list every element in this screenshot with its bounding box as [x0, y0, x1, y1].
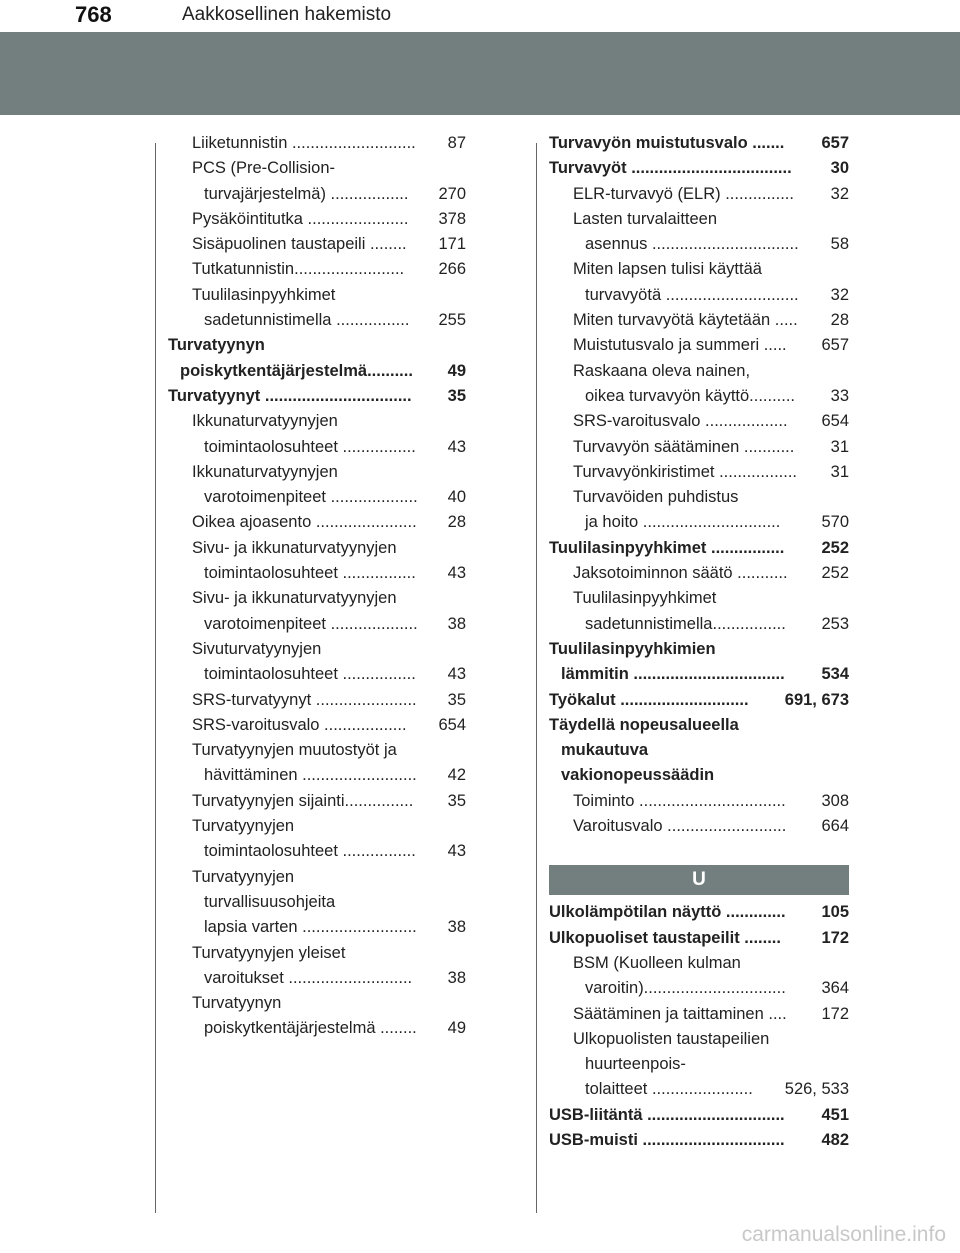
index-main-entry [168, 333, 466, 384]
entry-page-number: 657 [819, 131, 849, 156]
entry-text: Raskaana oleva nainen, [573, 361, 751, 380]
entry-page-number: 31 [829, 435, 849, 460]
entry-text: varoitukset ........................... [204, 968, 413, 987]
entry-page-number: 691, 673 [783, 688, 849, 713]
entry-text: toimintaolosuhteet ................ [204, 665, 416, 684]
entry-text: ELR-turvavyö (ELR) ............... [573, 184, 794, 203]
index-sub-entry [168, 510, 466, 535]
index-sub-entry [168, 991, 466, 1042]
entry-page-number: 28 [829, 308, 849, 333]
entry-page-number: 171 [436, 232, 466, 257]
entry-page-number: 482 [819, 1128, 849, 1153]
entry-text: Ikkunaturvatyynyjen [192, 412, 338, 431]
entry-text: lämmitin ................................. [561, 665, 785, 684]
entry-page-number: 534 [819, 662, 849, 687]
entry-text: Turvavyönkiristimet ................. [573, 462, 798, 481]
entry-page-number: 49 [446, 359, 466, 384]
index-main-entry [549, 536, 849, 561]
entry-page-number: 32 [829, 283, 849, 308]
entry-text: oikea turvavyön käyttö.......... [585, 386, 796, 405]
entry-text: Pysäköintitutka ...................... [192, 209, 409, 228]
entry-text: varotoimenpiteet ................... [204, 488, 418, 507]
entry-text: toimintaolosuhteet ................ [204, 437, 416, 456]
entry-page-number: 654 [819, 409, 849, 434]
entry-page-number: 87 [446, 131, 466, 156]
entry-page-number: 105 [819, 900, 849, 925]
entry-text: sadetunnistimella................ [585, 614, 786, 633]
index-sub-entry [549, 333, 849, 358]
entry-page-number: 43 [446, 839, 466, 864]
entry-text: Turvatyynyjen [192, 817, 295, 836]
entry-page-number: 31 [829, 460, 849, 485]
index-sub-entry [168, 156, 466, 207]
index-sub-entry [168, 738, 466, 789]
entry-page-number: 28 [446, 510, 466, 535]
entry-page-number: 35 [446, 384, 466, 409]
entry-page-number: 252 [819, 536, 849, 561]
index-main-entry [549, 900, 849, 925]
index-sub-entry [549, 359, 849, 410]
entry-text: tolaitteet ...................... [585, 1080, 753, 1099]
page-number: 768 [75, 2, 112, 27]
index-main-entry [549, 637, 849, 688]
header-band [0, 32, 960, 115]
index-sub-entry [168, 586, 466, 637]
index-main-entry [549, 1128, 849, 1153]
entry-page-number: 364 [819, 976, 849, 1001]
watermark: carmanualsonline.info [741, 1223, 946, 1246]
index-sub-entry [549, 789, 849, 814]
entry-text: USB-liitäntä .............................. [549, 1105, 785, 1124]
index-main-entry [549, 688, 849, 713]
entry-page-number: 172 [819, 1002, 849, 1027]
entry-text: Tutkatunnistin........................ [192, 260, 405, 279]
entry-text: Turvatyynyjen sijainti............... [192, 791, 414, 810]
index-sub-entry [168, 460, 466, 511]
index-sub-entry [168, 232, 466, 257]
index-sub-entry [549, 435, 849, 460]
entry-text: toimintaolosuhteet ................ [204, 842, 416, 861]
entry-text: Sisäpuolinen taustapeili ........ [192, 235, 407, 254]
page-title: Aakkosellinen hakemisto [182, 4, 392, 25]
entry-text: huurteenpois- [585, 1055, 686, 1074]
entry-text: Turvatyynyn [192, 994, 282, 1013]
entry-page-number: 654 [436, 713, 466, 738]
index-sub-entry [168, 688, 466, 713]
entry-page-number: 40 [446, 485, 466, 510]
entry-page-number: 255 [436, 308, 466, 333]
index-sub-entry [168, 814, 466, 865]
entry-text: turvavyötä ............................. [585, 285, 799, 304]
index-sub-entry [549, 814, 849, 839]
index-sub-entry [168, 941, 466, 992]
index-column-right [549, 131, 849, 1153]
index-main-entry [549, 713, 849, 789]
index-sub-entry [549, 1027, 849, 1103]
entry-text: lapsia varten ......................... [204, 918, 417, 937]
entry-text: Täydellä nopeusalueella [549, 715, 739, 734]
page-header [0, 0, 960, 32]
entry-text: Turvatyynyn [168, 336, 265, 355]
entry-page-number: 38 [446, 612, 466, 637]
entry-text: Ulkolämpötilan näyttö ............. [549, 903, 786, 922]
entry-text: SRS-turvatyynyt ...................... [192, 690, 417, 709]
entry-text: Miten turvavyötä käytetään ..... [573, 311, 798, 330]
entry-page-number: 657 [819, 333, 849, 358]
entry-page-number: 43 [446, 435, 466, 460]
entry-page-number: 378 [436, 207, 466, 232]
entry-text: BSM (Kuolleen kulman [573, 953, 741, 972]
entry-text: varotoimenpiteet ................... [204, 614, 418, 633]
entry-page-number: 266 [436, 257, 466, 282]
entry-text: poiskytkentäjärjestelmä.......... [180, 361, 413, 380]
entry-text: Muistutusvalo ja summeri ..... [573, 336, 787, 355]
entry-text: Tuulilasinpyyhkimet ................ [549, 538, 785, 557]
entry-text: Sivuturvatyynyjen [192, 639, 322, 658]
entry-text: ja hoito .............................. [585, 513, 781, 532]
entry-text: Tuulilasinpyyhkimet [573, 589, 717, 608]
entry-page-number: 42 [446, 763, 466, 788]
index-sub-entry [168, 536, 466, 587]
entry-page-number: 30 [829, 156, 849, 181]
index-sub-entry [168, 713, 466, 738]
entry-text: Turvavyön muistutusvalo ....... [549, 134, 785, 152]
index-sub-entry [549, 1002, 849, 1027]
entry-text: Työkalut ............................ [549, 690, 749, 709]
entry-text: mukautuva [561, 741, 649, 760]
entry-text: Turvatyynyjen yleiset [192, 943, 346, 962]
index-sub-entry [549, 485, 849, 536]
entry-text: Lasten turvalaitteen [573, 209, 718, 228]
entry-text: vakionopeussäädin [561, 766, 715, 785]
entry-page-number: 38 [446, 966, 466, 991]
index-sub-entry [549, 951, 849, 1002]
index-sub-entry [168, 131, 466, 156]
entry-text: poiskytkentäjärjestelmä ........ [204, 1019, 417, 1038]
section-header-u: U [549, 865, 849, 895]
entry-text: Sivu- ja ikkunaturvatyynyjen [192, 589, 397, 608]
entry-text: SRS-varoitusvalo .................. [192, 715, 407, 734]
entry-text: Turvatyynyjen muutostyöt ja [192, 741, 397, 760]
entry-page-number: 570 [819, 510, 849, 535]
entry-text: hävittäminen ......................... [204, 766, 417, 785]
entry-text: PCS (Pre-Collision- [192, 159, 336, 178]
entry-page-number: 451 [819, 1103, 849, 1128]
entry-text: USB-muisti ............................... [549, 1130, 785, 1149]
entry-text: sadetunnistimella ................ [204, 311, 410, 330]
index-sub-entry [168, 207, 466, 232]
entry-text: Ulkopuolisten taustapeilien [573, 1029, 770, 1048]
entry-page-number: 308 [819, 789, 849, 814]
entry-page-number: 38 [446, 915, 466, 940]
entry-page-number: 35 [446, 688, 466, 713]
column-divider-middle [536, 143, 537, 1213]
entry-text: asennus ................................ [585, 235, 799, 254]
entry-page-number: 49 [446, 1016, 466, 1041]
entry-text: Oikea ajoasento ...................... [192, 513, 417, 532]
index-sub-entry [168, 637, 466, 688]
index-column-left [168, 131, 466, 1042]
entry-text: Ulkopuoliset taustapeilit ........ [549, 928, 781, 947]
index-main-entry [549, 131, 849, 156]
entry-page-number: 32 [829, 182, 849, 207]
index-sub-entry [549, 308, 849, 333]
entry-text: varoitin)............................... [585, 979, 786, 998]
index-sub-entry [549, 586, 849, 637]
index-sub-entry [549, 561, 849, 586]
column-divider-left [155, 143, 156, 1213]
entry-text: Tuulilasinpyyhkimien [549, 639, 716, 658]
entry-text: Ikkunaturvatyynyjen [192, 462, 338, 481]
entry-page-number: 526, 533 [783, 1077, 849, 1102]
entry-page-number: 172 [819, 926, 849, 951]
index-main-entry [549, 1103, 849, 1128]
entry-text: Turvavyön säätäminen ........... [573, 437, 795, 456]
index-sub-entry [168, 409, 466, 460]
entry-text: Jaksotoiminnon säätö ........... [573, 564, 788, 583]
entry-page-number: 253 [819, 612, 849, 637]
entry-page-number: 35 [446, 789, 466, 814]
index-sub-entry [549, 207, 849, 258]
index-main-entry [549, 156, 849, 181]
index-sub-entry [168, 283, 466, 334]
entry-page-number: 33 [829, 384, 849, 409]
index-sub-entry [168, 257, 466, 282]
entry-text: turvallisuusohjeita [204, 892, 336, 911]
entry-text: turvajärjestelmä) ................. [204, 184, 409, 203]
entry-text: toimintaolosuhteet ................ [204, 564, 416, 583]
entry-text: Turvavyöt ................................... [549, 159, 792, 178]
entry-text: Turvavöiden puhdistus [573, 488, 739, 507]
index-sub-entry [168, 865, 466, 941]
index-sub-entry [549, 460, 849, 485]
entry-text: Turvatyynyjen [192, 867, 295, 886]
index-sub-entry [549, 409, 849, 434]
entry-page-number: 43 [446, 561, 466, 586]
entry-text: Toiminto ................................ [573, 791, 786, 810]
entry-page-number: 664 [819, 814, 849, 839]
entry-text: Tuulilasinpyyhkimet [192, 285, 336, 304]
entry-text: Miten lapsen tulisi käyttää [573, 260, 762, 279]
entry-text: Sivu- ja ikkunaturvatyynyjen [192, 538, 397, 557]
entry-text: SRS-varoitusvalo .................. [573, 412, 788, 431]
index-main-entry [549, 926, 849, 951]
index-sub-entry [549, 257, 849, 308]
entry-page-number: 43 [446, 662, 466, 687]
entry-page-number: 58 [829, 232, 849, 257]
index-sub-entry [549, 182, 849, 207]
entry-text: Varoitusvalo .......................... [573, 817, 787, 836]
entry-page-number: 252 [819, 561, 849, 586]
entry-text: Turvatyynyt ................................ [168, 386, 412, 405]
index-main-entry [168, 384, 466, 409]
entry-text: Säätäminen ja taittaminen .... [573, 1004, 787, 1023]
index-sub-entry [168, 789, 466, 814]
entry-page-number: 270 [436, 182, 466, 207]
entry-text: Liiketunnistin ........................... [192, 134, 416, 152]
